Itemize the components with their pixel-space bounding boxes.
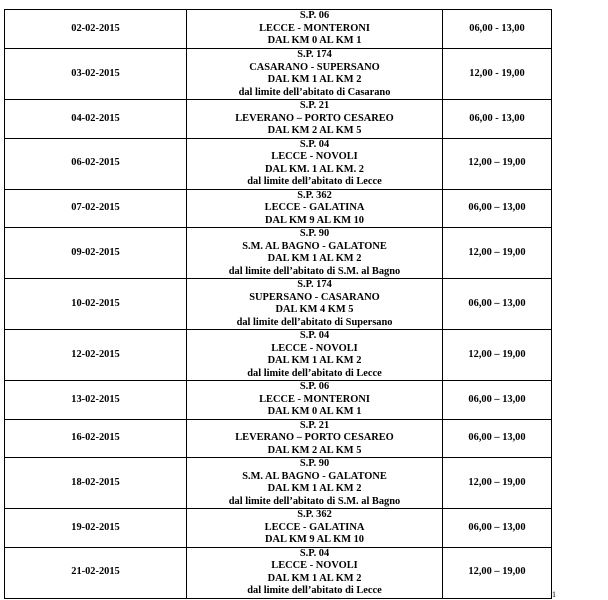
road-limit-note: dal limite dell’abitato di Lecce <box>247 585 382 596</box>
road-km-range: DAL KM 0 AL KM 1 <box>267 406 362 417</box>
road-number: S.P. 06 <box>299 10 330 22</box>
time-cell: 06,00 - 13,00 <box>443 100 552 139</box>
road-route: LEVERANO – PORTO CESAREO <box>235 432 394 443</box>
time-cell: 12,00 - 19,00 <box>443 49 552 100</box>
road-route: LECCE - NOVOLI <box>271 151 358 162</box>
road-number: S.P. 21 <box>299 419 330 431</box>
road-cell <box>187 189 443 228</box>
road-number: S.P. 04 <box>299 547 330 559</box>
date-cell: 09-02-2015 <box>5 228 187 279</box>
time-cell: 12,00 – 19,00 <box>443 458 552 509</box>
road-number: S.P. 90 <box>299 458 330 469</box>
road-number: S.P. 362 <box>297 509 332 520</box>
road-cell <box>187 49 443 100</box>
table-row <box>5 10 552 49</box>
time-cell: 06,00 – 13,00 <box>443 419 552 458</box>
time-cell: 12,00 – 19,00 <box>443 138 552 189</box>
road-route: LECCE - NOVOLI <box>271 342 358 354</box>
road-limit-note: dal limite dell’abitato di Lecce <box>247 367 382 379</box>
table-row <box>5 49 552 100</box>
road-cell <box>187 547 443 598</box>
date-cell: 06-02-2015 <box>5 138 187 189</box>
time-cell: 06,00 – 13,00 <box>443 279 552 330</box>
road-km-range: DAL KM 1 AL KM 2 <box>267 253 362 264</box>
road-number: S.P. 06 <box>299 381 330 392</box>
date-cell: 07-02-2015 <box>5 189 187 228</box>
table-row <box>5 419 552 458</box>
date-cell: 19-02-2015 <box>5 509 187 548</box>
date-cell: 21-02-2015 <box>5 547 187 598</box>
table-row <box>5 330 552 381</box>
table-row <box>5 458 552 509</box>
table-row <box>5 547 552 598</box>
road-cell <box>187 228 443 279</box>
time-cell: 12,00 – 19,00 <box>443 547 552 598</box>
road-cell <box>187 10 443 49</box>
table-row <box>5 228 552 279</box>
table-row <box>5 138 552 189</box>
table-row <box>5 189 552 228</box>
date-cell: 03-02-2015 <box>5 49 187 100</box>
time-cell: 06,00 – 13,00 <box>443 189 552 228</box>
road-cell <box>187 100 443 139</box>
road-km-range: DAL KM 9 AL KM 10 <box>264 214 364 226</box>
road-number: S.P. 362 <box>297 189 332 201</box>
road-cell <box>187 458 443 509</box>
table-row <box>5 279 552 330</box>
road-route: LECCE - MONTERONI <box>259 393 370 405</box>
date-cell: 10-02-2015 <box>5 279 187 330</box>
road-number: S.P. 90 <box>299 228 330 239</box>
road-km-range: DAL KM 0 AL KM 1 <box>267 35 362 47</box>
road-route: LECCE - MONTERONI <box>259 22 370 34</box>
road-number: S.P. 174 <box>297 279 332 290</box>
road-number: S.P. 04 <box>299 330 330 341</box>
road-cell <box>187 279 443 330</box>
road-km-range: DAL KM 1 AL KM 2 <box>267 483 362 494</box>
road-km-range: DAL KM. 1 AL KM. 2 <box>264 163 364 175</box>
road-km-range: DAL KM 4 KM 5 <box>275 304 354 315</box>
road-limit-note: dal limite dell’abitato di Casarano <box>238 86 391 98</box>
date-cell: 18-02-2015 <box>5 458 187 509</box>
road-route: LECCE - NOVOLI <box>271 560 358 571</box>
road-km-range: DAL KM 9 AL KM 10 <box>264 534 364 545</box>
road-limit-note: dal limite dell’abitato di S.M. al Bagno <box>228 265 401 277</box>
time-cell: 12,00 – 19,00 <box>443 330 552 381</box>
road-route: S.M. AL BAGNO - GALATONE <box>242 470 387 482</box>
road-route: LECCE - GALATINA <box>264 202 365 213</box>
page-number: 1 <box>552 590 556 599</box>
road-cell <box>187 138 443 189</box>
road-route: LECCE - GALATINA <box>264 521 365 533</box>
road-km-range: DAL KM 1 AL KM 2 <box>267 355 362 366</box>
date-cell: 02-02-2015 <box>5 10 187 49</box>
date-cell: 12-02-2015 <box>5 330 187 381</box>
road-route: CASARANO - SUPERSANO <box>249 61 380 73</box>
time-cell: 06,00 – 13,00 <box>443 509 552 548</box>
road-cell <box>187 381 443 420</box>
time-cell: 12,00 – 19,00 <box>443 228 552 279</box>
road-route: LEVERANO – PORTO CESAREO <box>235 112 394 124</box>
road-route: S.M. AL BAGNO - GALATONE <box>242 240 387 252</box>
road-cell <box>187 509 443 548</box>
road-km-range: DAL KM 2 AL KM 5 <box>267 125 362 136</box>
date-cell: 13-02-2015 <box>5 381 187 420</box>
road-km-range: DAL KM 1 AL KM 2 <box>267 74 362 85</box>
road-limit-note: dal limite dell’abitato di Lecce <box>247 176 382 187</box>
road-limit-note: dal limite dell’abitato di Supersano <box>236 316 393 328</box>
road-number: S.P. 04 <box>299 138 330 150</box>
date-cell: 04-02-2015 <box>5 100 187 139</box>
road-cell <box>187 419 443 458</box>
road-number: S.P. 21 <box>299 100 330 111</box>
date-cell: 16-02-2015 <box>5 419 187 458</box>
road-km-range: DAL KM 1 AL KM 2 <box>267 572 362 584</box>
table-row <box>5 509 552 548</box>
road-cell <box>187 330 443 381</box>
road-number: S.P. 174 <box>297 49 332 60</box>
closure-schedule-table <box>4 9 552 599</box>
road-km-range: DAL KM 2 AL KM 5 <box>267 444 362 456</box>
time-cell: 06,00 – 13,00 <box>443 381 552 420</box>
table-row <box>5 100 552 139</box>
road-limit-note: dal limite dell’abitato di S.M. al Bagno <box>228 495 401 507</box>
table-row <box>5 381 552 420</box>
schedule-body <box>5 10 552 599</box>
time-cell: 06,00 - 13,00 <box>443 10 552 49</box>
road-route: SUPERSANO - CASARANO <box>249 291 380 303</box>
